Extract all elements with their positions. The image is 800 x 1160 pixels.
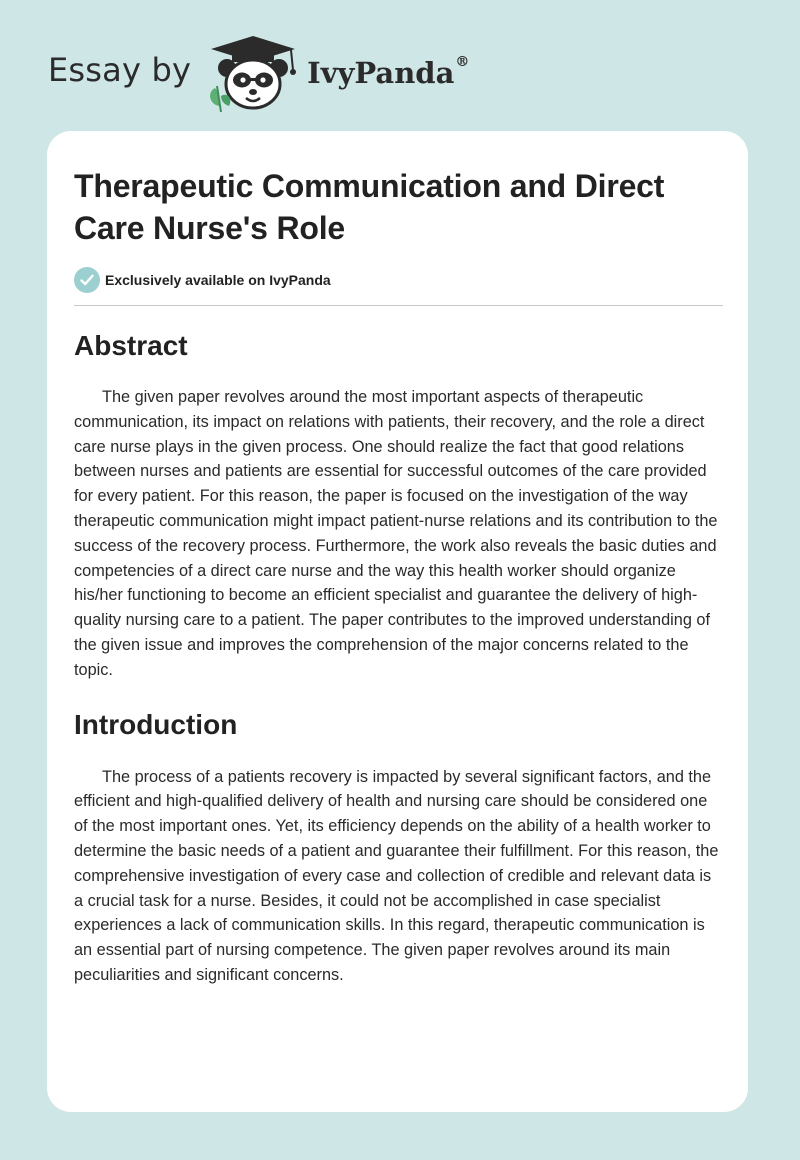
ivypanda-wordmark[interactable] [307,56,469,90]
essay-by-label: Essay by [48,51,192,89]
exclusive-label: Exclusively available on IvyPanda [105,272,331,288]
brand-header [48,30,469,114]
title-divider [74,305,723,306]
brand-name-text: IvyPanda [307,56,455,90]
essay-title: Therapeutic Communication and Direct Care Nurse's Role [74,168,665,246]
check-icon [74,267,100,293]
introduction-paragraph: The process of a patients recovery is impacted by several significant factors, and the efficient and high-qualified delivery of health and nursing care should be considered one of the most important ones. Yet, its efficiency depends on the ability of a health worker to determine the basic needs of a patient and guarantee their fulfillment. For this reason, the comprehensive investigation of every case and collection of credible and relevant data is a crucial task for a nurse. Besides, it could not be accomplished in case specialist experiences a lack of communication skills. In this regard, therapeutic communication is an essential part of nursing competence. The given paper revolves around its main peculiarities and significant concerns. [74,767,719,984]
abstract-heading: Abstract [74,330,188,361]
introduction-heading: Introduction [74,708,238,740]
essay-card [47,131,748,1112]
exclusive-badge [74,267,722,293]
panda-graduate-icon [205,30,301,114]
abstract-paragraph: The given paper revolves around the most important aspects of therapeutic communication, its impact on relations with patients, their recovery, and the role a direct care nurse plays in the given process. One should realize the fact that good relations between nurses and patients are essential for successful outcomes of the care provided for every patient. For this reason, the paper is focused on the investigation of the way therapeutic communication might impact patient-nurse relations and its contribution to the success of the recovery process. Furthermore, the work also reveals the basic duties and competencies of a direct care nurse and the way this health worker should organize his/her functioning to become an efficient specialist and guarantee the delivery of high-quality nursing care to a patient. The paper contributes to the improved understanding of the given issue and improves the comprehension of the major concerns related to the topic. [74,388,718,679]
registered-mark: ® [455,54,470,70]
